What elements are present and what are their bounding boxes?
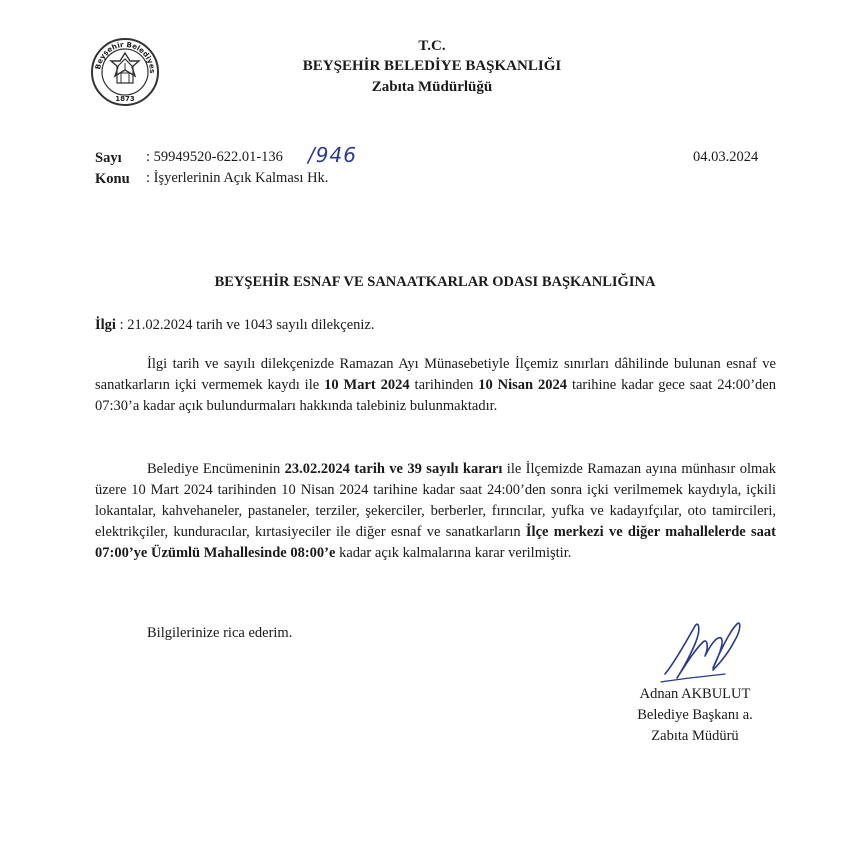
recipient-heading: BEYŞEHİR ESNAF VE SANAATKARLAR ODASI BAŞKANLIĞINA: [214, 274, 656, 290]
svg-text:Beyşehir Belediyesi: Beyşehir Belediyes: [93, 39, 158, 74]
p2-bold-1: 23.02.2024 tarih ve 39 sayılı kararı: [284, 461, 503, 477]
konu-row: [95, 170, 130, 188]
sayi-label: Sayı: [95, 150, 122, 166]
reference-text: : 21.02.2024 tarih ve 1043 sayılı dilekçeniz.: [115, 317, 375, 333]
konu-value: : İşyerlerinin Açık Kalması Hk.: [146, 170, 329, 186]
header-department: Zabıta Müdürlüğü: [371, 79, 493, 95]
header-institution: BEYŞEHİR BELEDİYE BAŞKANLIĞI: [302, 58, 562, 74]
body-paragraph-1: [95, 354, 776, 417]
sayi-handwritten-number: /946: [308, 143, 357, 167]
signer-name: Adnan AKBULUT: [639, 686, 751, 702]
p2-bold-2: İlçe merkezi ve diğer mahallelerde saat 07:00’ye Üzümlü Mahallesinde 08:00’e: [95, 524, 776, 561]
sayi-value: : 59949520-622.01-136: [146, 149, 283, 165]
p2-text-2: ile İlçemizde Ramazan ayına münhasır olmak üzere 10 Mart 2024 tarihinden 10 Nisan 2024 tarihine kadar saat 24:00’den sonra içki verilmemek kaydıyla, içkili lokantalar, kahvehaneler, pastaneler, terziler, şekerciler, berberler, fırıncılar, yufka ve kadayıfçılar, oto tamircileri, elektrikçiler, kunduracılar, kırtasiyeciler ile diğer esnaf ve sanatkarların: [95, 461, 776, 540]
p1-text-2: tarihinden: [409, 377, 479, 393]
header-tc: T.C.: [418, 38, 446, 54]
body-paragraph-2: [95, 459, 776, 564]
document-date: 04.03.2024: [693, 149, 759, 165]
signer-title-2: Zabıta Müdürü: [651, 728, 739, 744]
svg-text:1873: 1873: [115, 95, 135, 103]
p2-text-1: Belediye Encümeninin: [147, 461, 285, 477]
p1-bold-2: 10 Nisan 2024: [478, 377, 568, 393]
closing-line: Bilgilerinize rica ederim.: [147, 625, 293, 641]
p1-bold-1: 10 Mart 2024: [324, 377, 410, 393]
p2-text-3: kadar açık kalmalarına karar verilmiştir.: [335, 545, 572, 561]
reference-line: [95, 317, 374, 334]
signer-title-1: Belediye Başkanı a.: [637, 707, 753, 723]
handwritten-signature: [655, 612, 750, 692]
konu-label: Konu: [95, 171, 130, 187]
sayi-row: [95, 149, 122, 167]
p1-text-3: tarihine kadar gece saat 24:00’den 07:30’a kadar açık bulundurmaları hakkında talebiniz bulunmaktadır.: [95, 377, 776, 414]
p1-text-1: İlgi tarih ve sayılı dilekçenizde Ramazan Ayı Münasebetiyle İlçemiz sınırları dâhilinde bulunan esnaf ve sanatkarların içki vermemek kaydı ile: [95, 356, 776, 393]
reference-label: İlgi: [95, 317, 116, 333]
